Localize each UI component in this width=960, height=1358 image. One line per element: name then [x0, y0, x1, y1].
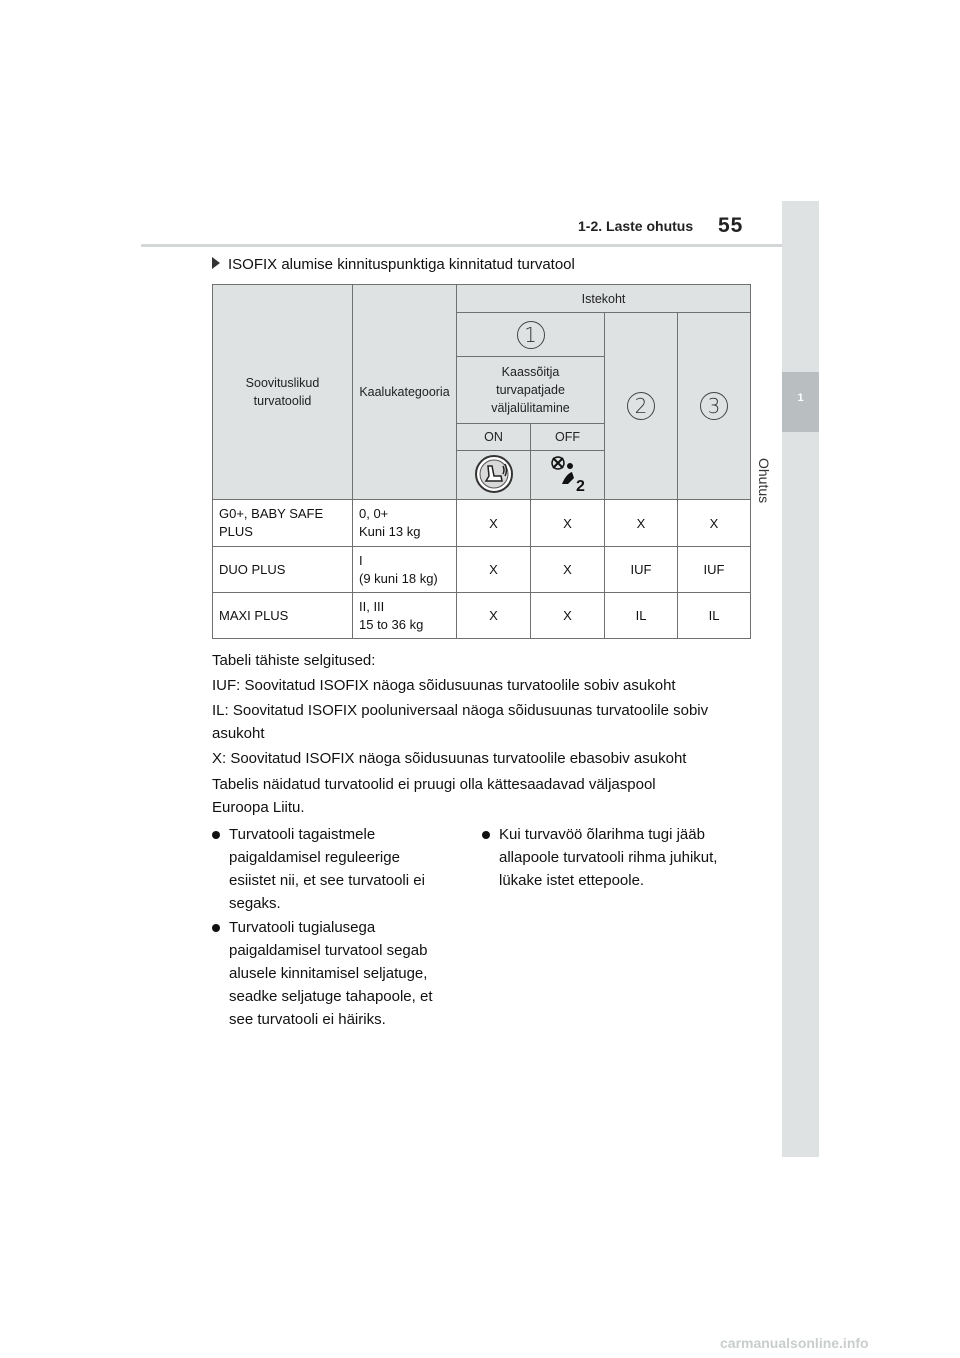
row-1-value-off: X: [531, 500, 605, 547]
bullet-1-line-4: segaks.: [229, 895, 281, 912]
row-2-value-seat-2: IUF: [605, 547, 678, 593]
legend-note-line-2: Euroopa Liitu.: [212, 799, 305, 816]
row-2-value-seat-3: IUF: [678, 547, 751, 593]
on-header: ON: [457, 424, 531, 451]
row-2-seat: [213, 547, 353, 593]
row-3-value-seat-3: IL: [678, 593, 751, 639]
bullet-2-line-5: see turvatooli ei häiriks.: [229, 1011, 386, 1028]
bullet-1-line-1: Turvatooli tagaistmele: [229, 826, 376, 843]
row-2-value-on: X: [457, 547, 531, 593]
header-weight-category: Kaalukategooria: [353, 285, 457, 500]
legend-iuf: IUF: Soovitatud ISOFIX näoga sõidusuunas turvatoolile sobiv asukoht: [212, 677, 676, 694]
row-1-value-on: X: [457, 500, 531, 547]
seat-1-number: 1: [517, 321, 545, 349]
airbag-off-icon: [548, 454, 588, 494]
row-2-weight: [353, 547, 457, 593]
row-3-value-seat-2: IL: [605, 593, 678, 639]
legend-x: X: Soovitatud ISOFIX näoga sõidusuunas turvatoolile ebasobiv asukoht: [212, 750, 687, 767]
row-3-weight-line-1: II, III: [359, 598, 385, 614]
row-1-weight-line-1: 0, 0+: [359, 506, 389, 521]
bullet-1-line-2: paigaldamisel reguleerige: [229, 849, 400, 866]
row-3-seat-line-1: MAXI PLUS: [219, 607, 289, 623]
row-1-weight: [353, 500, 457, 547]
bullet-item-2: [212, 916, 489, 1031]
section-heading-text: ISOFIX alumise kinnituspunktiga kinnitatud turvatool: [228, 256, 575, 273]
legend-il-line-2: asukoht: [212, 725, 265, 742]
legend-intro: Tabeli tähiste selgitused:: [212, 652, 376, 669]
row-1-value-seat-2: X: [605, 500, 678, 547]
legend-note-line-1: Tabelis näidatud turvatoolid ei pruugi olla kättesaadavad väljaspool: [212, 776, 656, 793]
svg-text:2: 2: [575, 477, 585, 494]
bullet-3-line-1: Kui turvavöö õlarihma tugi jääb: [499, 826, 705, 843]
airbag-on-icon-cell: [457, 451, 531, 500]
header-recommended-seats: [213, 285, 353, 500]
chapter-label-text: Ohutus: [756, 458, 772, 504]
airbag-off-icon-cell: [531, 451, 605, 500]
airbag-on-child-seat-icon: [474, 454, 514, 494]
row-3-seat: [213, 593, 353, 639]
row-3-weight: [353, 593, 457, 639]
bullet-1-line-3: esiistet nii, et see turvatooli ei: [229, 872, 425, 889]
airbag-switch-header: [457, 357, 605, 424]
header-divider: [141, 244, 782, 247]
legend-il-line-1: IL: Soovitatud ISOFIX pooluniversaal näoga sõidusuunas turvatoolile sobiv: [212, 702, 709, 719]
bullet-2-line-3: alusele kinnitamisel seljatuge,: [229, 965, 428, 982]
seat-2-header: [605, 313, 678, 500]
row-3-value-on: X: [457, 593, 531, 639]
bullet-2-line-4: seadke seljatuge tahapoole, et: [229, 988, 433, 1005]
legend-note: [212, 773, 752, 819]
isofix-table: [212, 284, 751, 639]
row-2-value-off: X: [531, 547, 605, 593]
row-2-seat-line-1: DUO PLUS: [219, 561, 286, 577]
row-3-weight-line-2: 15 to 36 kg: [359, 616, 424, 632]
row-1-seat: [213, 500, 353, 547]
row-2-weight-line-1: I: [359, 552, 363, 568]
row-3-value-off: X: [531, 593, 605, 639]
bullet-3-line-3: lükake istet ettepoole.: [499, 872, 645, 889]
seat-1-header: [457, 313, 605, 357]
row-1-weight-line-2: Kuni 13 kg: [359, 524, 421, 539]
triangle-bullet-icon: [212, 257, 220, 269]
seat-3-header: [678, 313, 751, 500]
row-1-seat-line-2: PLUS: [219, 524, 253, 539]
chapter-number: 1: [797, 392, 804, 404]
bullet-3-line-2: allapoole turvatooli rihma juhikut,: [499, 849, 718, 866]
bullet-item-1: [212, 823, 489, 915]
bullet-item-3: [482, 823, 769, 892]
footer-watermark[interactable]: carmanualsonline.info: [720, 1335, 869, 1351]
section-heading: [212, 256, 575, 273]
airbag-switch-text: Kaassõitja turvapatjade väljalülitamine: [491, 365, 570, 415]
off-header: OFF: [531, 424, 605, 451]
section-title: 1-2. Laste ohutus: [578, 218, 694, 234]
seat-3-number: 3: [700, 392, 728, 420]
row-1-seat-line-1: G0+, BABY SAFE: [219, 506, 324, 521]
seat-2-number: 2: [627, 392, 655, 420]
chapter-label: [756, 458, 772, 518]
row-1-value-seat-3: X: [678, 500, 751, 547]
header-recommended-text: Soovituslikud turvatoolid: [245, 376, 320, 408]
legend-il: [212, 699, 752, 745]
bullet-2-line-2: paigaldamisel turvatool segab: [229, 942, 428, 959]
side-strip: [782, 201, 819, 1157]
page-number: 55: [718, 214, 744, 237]
header-seat-position: Istekoht: [457, 285, 751, 313]
row-2-weight-line-2: (9 kuni 18 kg): [359, 570, 438, 586]
bullet-2-line-1: Turvatooli tugialusega: [229, 919, 376, 936]
